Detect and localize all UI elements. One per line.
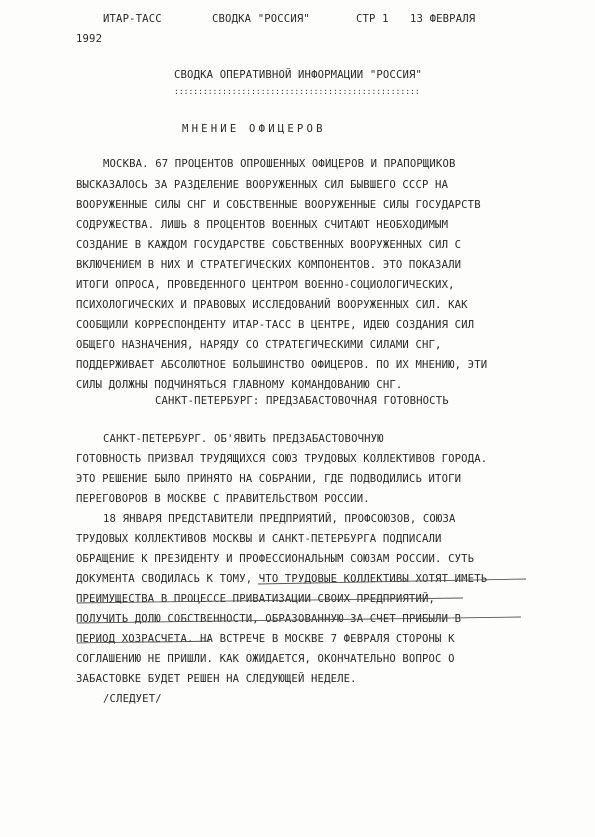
masthead-title: СВОДКА ОПЕРАТИВНОЙ ИНФОРМАЦИИ "РОССИЯ" [174, 69, 423, 81]
section2-line: ЭТО РЕШЕНИЕ БЫЛО ПРИНЯТО НА СОБРАНИИ, ГДЕ ПОДВОДИЛИСЬ ИТОГИ [76, 473, 462, 485]
section2-line: ДОКУМЕНТА СВОДИЛАСЬ К ТОМУ, ЧТО ТРУДОВЫЕ КОЛЛЕКТИВЫ ХОТЯТ ИМЕТЬ [76, 573, 488, 585]
header-bulletin: СВОДКА "РОССИЯ" [212, 13, 310, 25]
section2-line: СОГЛАШЕНИЮ НЕ ПРИШЛИ. КАК ОЖИДАЕТСЯ, ОКОНЧАТЕЛЬНО ВОПРОС О [76, 653, 455, 665]
section2-line: ПЕРИОД ХОЗРАСЧЕТА. НА ВСТРЕЧЕ В МОСКВЕ 7 ФЕВРАЛЯ СТОРОНЫ К [76, 633, 455, 645]
section2-line: 18 ЯНВАРЯ ПРЕДСТАВИТЕЛИ ПРЕДПРИЯТИЙ, ПРОФСОЮЗОВ, СОЮЗА [103, 513, 456, 525]
section1-line: ВООРУЖЕННЫЕ СИЛЫ СНГ И СОБСТВЕННЫЕ ВООРУЖЕННЫЕ СИЛЫ ГОСУДАРСТВ [76, 199, 481, 211]
section1-line: ВКЛЮЧЕНИЕМ В НИХ И СТРАТЕГИЧЕСКИХ КОМПОНЕНТОВ. ЭТО ПОКАЗАЛИ [76, 259, 462, 271]
header-agency: ИТАР-ТАСС [103, 13, 162, 25]
section1-line: ОБЩЕГО НАЗНАЧЕНИЯ, НАРЯДУ СО СТРАТЕГИЧЕСКИМИ СИЛАМИ СНГ, [76, 339, 442, 351]
section1-line: СОЗДАНИЕ В КАЖДОМ ГОСУДАРСТВЕ СОБСТВЕННЫХ ВООРУЖЕННЫХ СИЛ С [76, 239, 462, 251]
section2-line: ПЕРЕГОВОРОВ В МОСКВЕ С ПРАВИТЕЛЬСТВОМ РОССИИ. [76, 493, 370, 505]
section2-line: ОБРАЩЕНИЕ К ПРЕЗИДЕНТУ И ПРОФЕССИОНАЛЬНЫМ СОЮЗАМ РОССИИ. СУТЬ [76, 553, 475, 565]
header-page: СТР 1 [356, 13, 389, 25]
section2-line: ПРЕИМУЩЕСТВА В ПРОЦЕССЕ ПРИВАТИЗАЦИИ СВОИХ ПРЕДПРИЯТИЙ, [76, 593, 436, 605]
section2-line: ГОТОВНОСТЬ ПРИЗВАЛ ТРУДЯЩИХСЯ СОЮЗ ТРУДОВЫХ КОЛЛЕКТИВОВ ГОРОДА. [76, 453, 488, 465]
section1-line: ИТОГИ ОПРОСА, ПРОВЕДЕННОГО ЦЕНТРОМ ВОЕННО-СОЦИОЛОГИЧЕСКИХ, [76, 279, 455, 291]
section2-line: ПОЛУЧИТЬ ДОЛЮ СОБСТВЕННОСТИ, ОБРАЗОВАННУЮ ЗА СЧЕТ ПРИБЫЛИ В [76, 613, 462, 625]
section2-heading: САНКТ-ПЕТЕРБУРГ: ПРЕДЗАБАСТОВОЧНАЯ ГОТОВНОСТЬ [155, 395, 449, 407]
section2-closing: /СЛЕДУЕТ/ [103, 693, 162, 705]
section2-line: САНКТ-ПЕТЕРБУРГ. ОБ'ЯВИТЬ ПРЕДЗАБАСТОВОЧНУЮ [103, 433, 384, 445]
section2-line: ЗАБАСТОВКЕ БУДЕТ РЕШЕН НА СЛЕДУЮЩЕЙ НЕДЕЛЕ. [76, 673, 357, 685]
section1-heading: МНЕНИЕ ОФИЦЕРОВ [182, 123, 326, 135]
section1-line: ВЫСКАЗАЛОСЬ ЗА РАЗДЕЛЕНИЕ ВООРУЖЕННЫХ СИЛ БЫВШЕГО СССР НА [76, 179, 449, 191]
masthead-rule: ::::::::::::::::::::::::::::::::::::::::::::::::::: [174, 87, 420, 96]
header-date: 13 ФЕВРАЛЯ [410, 13, 476, 25]
section1-line: ПОДДЕРЖИВАЕТ АБСОЛЮТНОЕ БОЛЬШИНСТВО ОФИЦЕРОВ. ПО ИХ МНЕНИЮ, ЭТИ [76, 359, 488, 371]
section1-line: МОСКВА. 67 ПРОЦЕНТОВ ОПРОШЕННЫХ ОФИЦЕРОВ И ПРАПОРЩИКОВ [103, 158, 456, 170]
section1-line: ПСИХОЛОГИЧЕСКИХ И ПРАВОВЫХ ИССЛЕДОВАНИЙ ВООРУЖЕННЫХ СИЛ. КАК [76, 299, 468, 311]
header-year: 1992 [76, 33, 103, 45]
section2-line: ТРУДОВЫХ КОЛЛЕКТИВОВ МОСКВЫ И САНКТ-ПЕТЕРБУРГА ПОДПИСАЛИ [76, 533, 442, 545]
section1-line: СООБЩИЛИ КОРРЕСПОНДЕНТУ ИТАР-ТАСС В ЦЕНТРЕ, ИДЕЮ СОЗДАНИЯ СИЛ [76, 319, 475, 331]
section1-line: СОДРУЖЕСТВА. ЛИШЬ 8 ПРОЦЕНТОВ ВОЕННЫХ СЧИТАЮТ НЕОБХОДИМЫМ [76, 219, 449, 231]
section1-line: СИЛЫ ДОЛЖНЫ ПОДЧИНЯТЬСЯ ГЛАВНОМУ КОМАНДОВАНИЮ СНГ. [76, 379, 403, 391]
